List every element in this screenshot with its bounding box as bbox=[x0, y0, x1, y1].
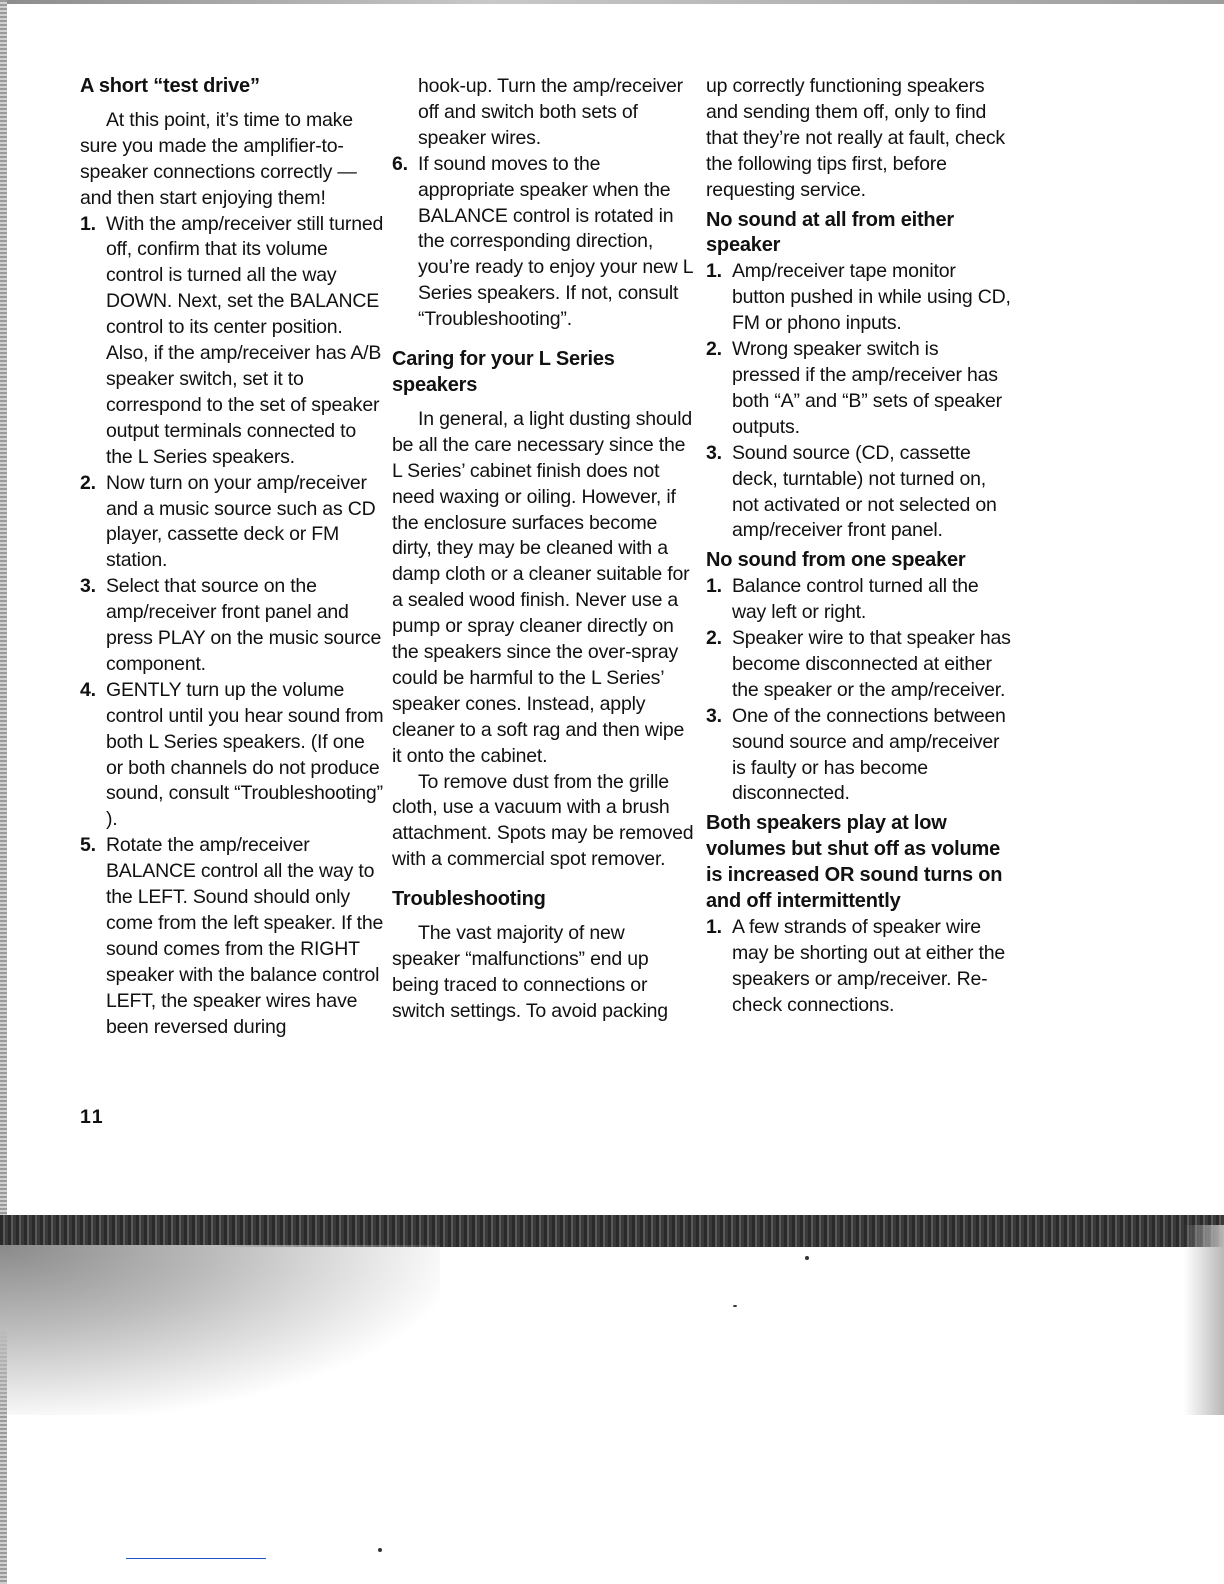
troubleshooting-intro: The vast majority of new speaker “malfunctions” end up being traced to connections or switch settings. To avoid packing bbox=[392, 922, 668, 1022]
test-drive-steps-continued bbox=[392, 152, 697, 333]
list-item bbox=[706, 626, 1011, 704]
scan-top-edge bbox=[0, 0, 1224, 4]
step-5-continued: hook-up. Turn the amp/receiver off and switch both sets of speaker wires. bbox=[418, 75, 683, 149]
list-item-text: One of the connections between sound source and amp/receiver is faulty or has become disconnected. bbox=[732, 704, 1006, 805]
column-left bbox=[80, 74, 385, 1041]
list-item bbox=[706, 259, 1011, 337]
trouble-list-no-sound-either bbox=[706, 259, 1011, 544]
list-item-text: Rotate the amp/receiver BALANCE control all the way to the LEFT. Sound should only come from the left speaker. If the sound comes from the RIGHT speaker with the balance control LEFT, the speaker wires have been reversed during bbox=[106, 834, 384, 1038]
list-item bbox=[706, 574, 1011, 626]
list-item-number: 2. bbox=[80, 471, 96, 494]
list-item-number: 5. bbox=[80, 834, 96, 857]
section-heading-caring: Caring for your L Series speakers bbox=[392, 348, 615, 396]
list-item bbox=[80, 212, 385, 471]
list-item-text: Amp/receiver tape monitor button pushed in while using CD, FM or phono inputs. bbox=[732, 260, 1011, 335]
trouble-heading-no-sound-either: No sound at all from either speaker bbox=[706, 208, 954, 257]
trouble-list-no-sound-one bbox=[706, 574, 1011, 807]
troubleshooting-intro-continued: up correctly functioning speakers and sending them off, only to find that they’re not really at fault, check the following tips first, before requesting service. bbox=[706, 75, 1005, 201]
list-item-number: 4. bbox=[80, 678, 96, 701]
list-item-text: Now turn on your amp/receiver and a music source such as CD player, cassette deck or FM station. bbox=[106, 471, 376, 572]
list-item bbox=[706, 915, 1011, 1019]
list-item-number: 3. bbox=[706, 441, 722, 464]
list-item-number: 2. bbox=[706, 338, 722, 361]
trouble-heading-low-volume: Both speakers play at low volumes but shut off as volume is increased OR sound turns on and off intermittently bbox=[706, 812, 1003, 913]
scan-bottom-band bbox=[0, 1215, 1224, 1247]
list-item bbox=[706, 337, 1011, 441]
scan-footer-line bbox=[126, 1558, 266, 1559]
list-item-number: 3. bbox=[80, 575, 96, 598]
test-drive-intro: At this point, it’s time to make sure you made the amplifier-to-speaker connections correctly — and then start enjoying them! bbox=[80, 108, 357, 209]
page-number: 11 bbox=[80, 1106, 105, 1128]
list-item bbox=[80, 471, 385, 575]
trouble-heading-no-sound-one: No sound from one speaker bbox=[706, 549, 966, 572]
list-item-number: 1. bbox=[706, 916, 722, 938]
list-item bbox=[392, 152, 697, 333]
column-middle bbox=[392, 74, 697, 1025]
list-item-text: With the amp/receiver still turned off, confirm that its volume control is turned all the way DOWN. Next, set the BALANCE control to its center position. Also, if the amp/receiver has A/B speaker switch, set it to correspond to the set of speaker output terminals connected to the L Series speakers. bbox=[106, 212, 384, 468]
scan-bottom-shade bbox=[0, 1245, 440, 1415]
list-item-text: Balance control turned all the way left or right. bbox=[732, 575, 979, 624]
list-item-number: 1. bbox=[706, 575, 722, 598]
scan-speck bbox=[733, 1305, 737, 1307]
trouble-list-low-volume bbox=[706, 915, 1011, 1019]
list-item bbox=[80, 833, 385, 1040]
list-item-text: Wrong speaker switch is pressed if the amp/receiver has both “A” and “B” sets of speaker outputs. bbox=[732, 338, 1002, 438]
list-item-text: Select that source on the amp/receiver front panel and press PLAY on the music source component. bbox=[106, 575, 382, 675]
list-item-text: If sound moves to the appropriate speaker when the BALANCE control is rotated in the corresponding direction, you’re ready to enjoy your new L Series speakers. If not, consult “Troubleshooting”. bbox=[418, 152, 693, 331]
scan-right-shade bbox=[1184, 1225, 1224, 1415]
list-item-text: GENTLY turn up the volume control until you hear sound from both L Series speakers. (If one or both channels do not produce sound, consult “Troubleshooting” ). bbox=[106, 678, 384, 831]
scan-speck bbox=[805, 1256, 809, 1260]
list-item bbox=[80, 678, 385, 833]
list-item-number: 3. bbox=[706, 704, 722, 727]
list-item-text: Speaker wire to that speaker has become disconnected at either the speaker or the amp/receiver. bbox=[732, 627, 1011, 701]
list-item bbox=[706, 441, 1011, 545]
list-item-number: 1. bbox=[80, 212, 96, 235]
section-heading-troubleshooting: Troubleshooting bbox=[392, 888, 546, 911]
list-item bbox=[80, 574, 385, 678]
section-heading-test-drive: A short “test drive” bbox=[80, 75, 260, 97]
list-item-number: 6. bbox=[392, 152, 408, 175]
caring-paragraph-1: In general, a light dusting should be all the care necessary since the L Series’ cabinet finish does not need waxing or oiling. However, if the enclosure surfaces become dirty, they may be cleaned with a damp cloth or a cleaner suitable for a sealed wood finish. Never use a pump or spray cleaner directly on the speakers since the over-spray could be harmful to the L Series’ speaker cones. Instead, apply cleaner to a soft rag and then wipe it onto the cabinet. bbox=[392, 407, 692, 767]
list-item-text: Sound source (CD, cassette deck, turntable) not turned on, not activated or not selected on amp/receiver front panel. bbox=[732, 441, 997, 542]
list-item-number: 2. bbox=[706, 627, 722, 650]
list-item-number: 1. bbox=[706, 260, 722, 283]
list-item-text: A few strands of speaker wire may be shorting out at either the speakers or amp/receiver. Re-check connections. bbox=[732, 916, 1006, 1016]
list-item bbox=[706, 704, 1011, 808]
column-right bbox=[706, 74, 1011, 1019]
caring-paragraph-2: To remove dust from the grille cloth, use a vacuum with a brush attachment. Spots may be removed with a commercial spot remover. bbox=[392, 770, 694, 871]
scan-speck bbox=[378, 1548, 382, 1552]
test-drive-steps bbox=[80, 212, 385, 1041]
